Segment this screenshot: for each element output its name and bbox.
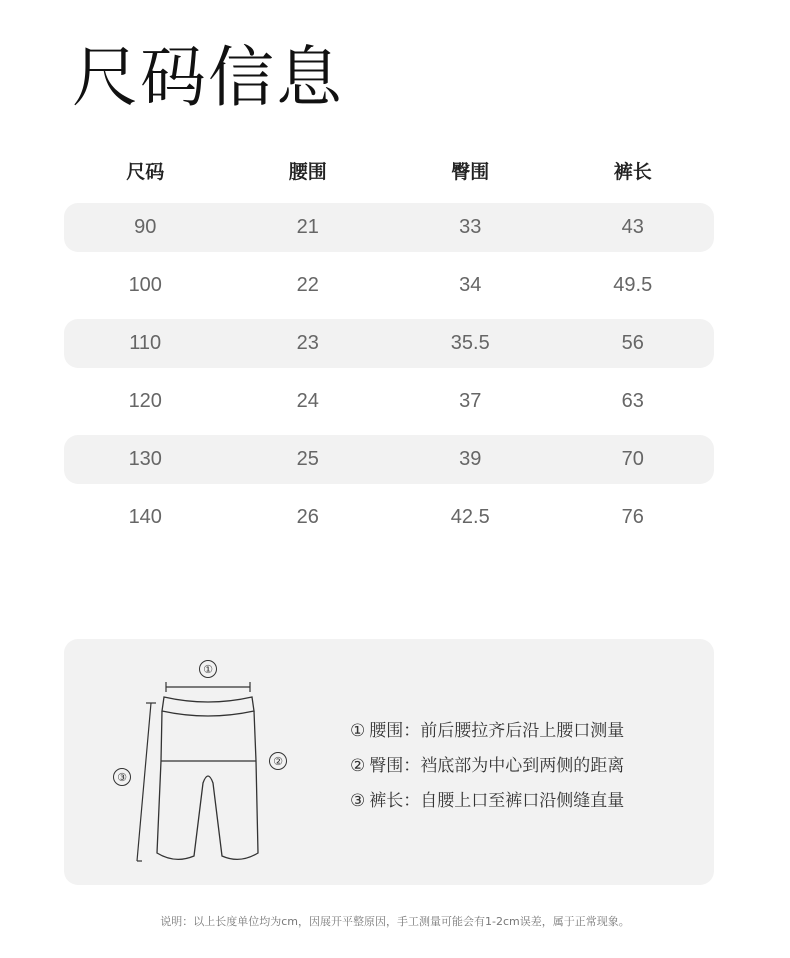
- table-row: [64, 261, 714, 310]
- header-hip: 臀围: [451, 160, 490, 183]
- table-row: [64, 319, 714, 368]
- header-size: 尺码: [126, 160, 165, 183]
- legend-text: 裤长：自腰上口至裤口沿侧缝直量: [369, 791, 625, 811]
- cell-length: 49.5: [613, 274, 653, 296]
- cell-length: 70: [621, 448, 644, 470]
- cell-length: 63: [621, 390, 644, 412]
- cell-waist: 22: [296, 274, 319, 296]
- cell-size: 140: [128, 506, 162, 528]
- legend-num: ②: [350, 756, 366, 776]
- legend-num: ①: [350, 721, 366, 741]
- legend-text: 腰围：前后腰拉齐后沿上腰口测量: [369, 721, 625, 741]
- table-row: [64, 203, 714, 252]
- legend-waist: [350, 719, 624, 754]
- measurement-panel: [64, 639, 714, 885]
- size-table: [64, 146, 714, 542]
- cell-waist: 25: [296, 448, 319, 470]
- footnote: 说明：以上长度单位均为cm，因展开平整原因，手工测量可能会有1-2cm误差，属于正常现象。: [160, 915, 630, 928]
- pants-outline: [157, 711, 258, 859]
- cell-size: 110: [129, 332, 162, 354]
- table-header: [64, 146, 714, 194]
- table-row: [64, 377, 714, 426]
- header-length: 裤长: [613, 160, 652, 183]
- table-row: [64, 435, 714, 484]
- cell-hip: 35.5: [450, 332, 490, 354]
- cell-size: 120: [128, 390, 162, 412]
- cell-waist: 23: [296, 332, 319, 354]
- cell-waist: 24: [296, 390, 319, 412]
- mark-2: ②: [273, 755, 283, 768]
- cell-hip: 42.5: [450, 506, 490, 528]
- cell-waist: 26: [296, 506, 319, 528]
- cell-hip: 37: [459, 390, 482, 412]
- length-measure-line: [137, 703, 151, 861]
- page-title: 尺码信息: [72, 39, 344, 116]
- pants-diagram-icon: [104, 651, 304, 876]
- cell-hip: 33: [459, 216, 482, 238]
- legend-length: [350, 789, 624, 824]
- header-waist: 腰围: [288, 160, 327, 183]
- cell-length: 56: [621, 332, 644, 354]
- waistband: [162, 697, 254, 716]
- cell-size: 130: [128, 448, 162, 470]
- table-row: [64, 493, 714, 542]
- cell-length: 43: [621, 216, 644, 238]
- cell-hip: 39: [459, 448, 482, 470]
- cell-size: 90: [134, 216, 157, 238]
- legend-hip: [350, 754, 624, 789]
- measurement-legend: [350, 719, 624, 824]
- mark-3: ③: [117, 771, 127, 784]
- cell-length: 76: [621, 506, 644, 528]
- mark-1: ①: [203, 663, 213, 676]
- cell-size: 100: [128, 274, 162, 296]
- legend-num: ③: [350, 791, 366, 811]
- cell-waist: 21: [296, 216, 319, 238]
- legend-text: 臀围：裆底部为中心到两侧的距离: [369, 756, 625, 776]
- cell-hip: 34: [459, 274, 482, 296]
